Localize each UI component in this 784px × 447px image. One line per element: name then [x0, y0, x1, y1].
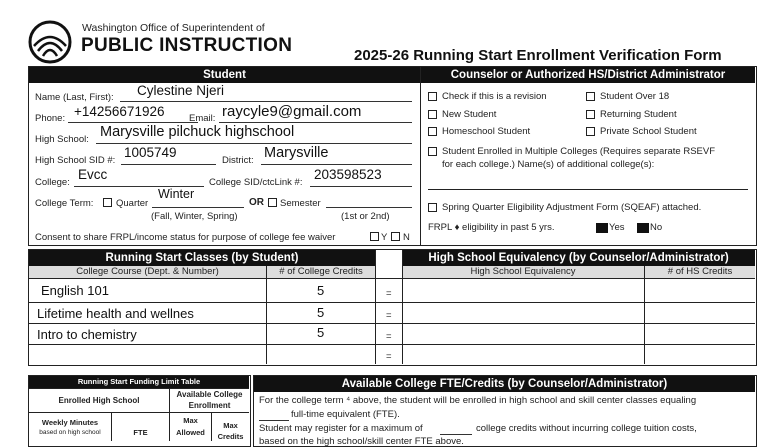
email-value: raycyle9@gmail.com [222, 103, 362, 120]
college-value: Evcc [78, 167, 108, 182]
frpl-yes-label: Yes [609, 222, 625, 233]
multi-college-checkbox[interactable] [428, 147, 437, 156]
org-name: PUBLIC INSTRUCTION [81, 35, 293, 56]
or-label: OR [249, 197, 264, 208]
credits-cell[interactable]: 5 [317, 283, 325, 298]
org-line: Washington Office of Superintendent of [82, 22, 265, 34]
fte-line-4: based on the high school/skill center FTE above. [259, 436, 464, 447]
sid-value: 1005749 [124, 145, 177, 160]
classes-section-header: Running Start Classes (by Student) [29, 250, 375, 266]
student-section-header: Student [29, 67, 420, 83]
course-cell[interactable]: Intro to chemistry [37, 327, 137, 342]
school-label: High School: [35, 134, 89, 145]
consent-label: Consent to share FRPL/income status for purpose of college fee waiver [35, 232, 336, 243]
max-allowed-header-2: Allowed [176, 428, 205, 437]
phone-label: Phone: [35, 113, 66, 124]
additional-college-line[interactable] [428, 189, 748, 190]
consent-yes-checkbox[interactable] [370, 232, 379, 241]
fte-header: FTE [133, 428, 148, 437]
name-label: Name (Last, First): [35, 92, 114, 103]
quarter-term-field[interactable] [152, 187, 244, 208]
fte-line-2: full-time equivalent (FTE). [291, 409, 400, 420]
ospi-logo [28, 20, 72, 64]
form-title: 2025-26 Running Start Enrollment Verification Form [354, 47, 722, 64]
max-allowed-header-1: Max [183, 416, 198, 425]
consent-no-label: N [403, 232, 410, 243]
max-credits-field[interactable] [440, 424, 472, 435]
col-credits-header: # of College Credits [267, 266, 375, 278]
homeschool-checkbox[interactable] [428, 127, 437, 136]
over18-label: Student Over 18 [600, 91, 670, 102]
private-school-label: Private School Student [600, 126, 697, 137]
fte-section-header: Available College FTE/Credits (by Counselor/Administrator) [254, 376, 755, 392]
term-label: College Term: [35, 198, 94, 209]
equals-sign: = [386, 288, 392, 299]
district-label: District: [222, 155, 254, 166]
email-label: Email: [189, 113, 216, 124]
name-field[interactable] [120, 84, 412, 102]
frpl-label: FRPL ♦ eligibility in past 5 yrs. [428, 222, 555, 233]
semester-hint: (1st or 2nd) [341, 211, 390, 222]
semester-field[interactable] [326, 190, 412, 208]
col-hs-credits-header: # of HS Credits [645, 266, 755, 278]
sid-field[interactable] [121, 147, 216, 165]
funding-table-title: Running Start Funding Limit Table [29, 376, 249, 388]
fte-line-3b: college credits without incurring college tuition costs, [476, 423, 697, 434]
district-value: Marysville [264, 145, 329, 161]
phone-value: +14256671926 [74, 104, 165, 119]
multi-college-label-1: Student Enrolled in Multiple Colleges (Requires separate RSEVF [442, 146, 715, 157]
fte-line-1: For the college term ⁴ above, the student will be enrolled in high school and skill center classes equaling [259, 395, 697, 406]
college-field[interactable] [74, 169, 204, 187]
weekly-minutes-header-1: Weekly Minutes [41, 418, 99, 427]
district-field[interactable] [261, 147, 412, 165]
col-equiv-header: High School Equivalency [402, 266, 644, 278]
quarter-checkbox[interactable] [103, 198, 112, 207]
new-student-label: New Student [442, 109, 497, 120]
term-hint: (Fall, Winter, Spring) [151, 211, 238, 222]
new-student-checkbox[interactable] [428, 110, 437, 119]
school-field[interactable] [96, 126, 412, 144]
avail-college-header-1: Available College [176, 390, 243, 399]
course-cell[interactable]: Lifetime health and wellnes [37, 306, 194, 321]
over18-checkbox[interactable] [586, 92, 595, 101]
fte-value-field[interactable] [259, 410, 289, 421]
credits-cell[interactable]: 5 [317, 325, 325, 340]
email-field[interactable] [219, 105, 412, 123]
sqeaf-label: Spring Quarter Eligibility Adjustment Form (SQEAF) attached. [442, 202, 702, 213]
fte-line-3a: Student may register for a maximum of [259, 423, 423, 434]
frpl-no-label: No [650, 222, 663, 233]
credits-cell[interactable]: 5 [317, 305, 325, 320]
equivalency-section-header: High School Equivalency (by Counselor/Administrator) [402, 250, 755, 266]
ctclink-value: 203598523 [314, 167, 382, 182]
frpl-yes-checkbox[interactable] [596, 223, 608, 233]
avail-college-header-2: Enrollment [188, 401, 231, 410]
semester-label: Semester [280, 198, 321, 209]
enrolled-hs-header: Enrolled High School [58, 396, 140, 405]
consent-no-checkbox[interactable] [391, 232, 400, 241]
sqeaf-checkbox[interactable] [428, 203, 437, 212]
equals-sign: = [386, 331, 392, 342]
returning-student-label: Returning Student [600, 109, 677, 120]
sid-label: High School SID #: [35, 155, 116, 166]
max-credits-header-2: Credits [217, 432, 244, 441]
quarter-label: Quarter [116, 198, 149, 209]
term-value: Winter [158, 187, 195, 201]
homeschool-label: Homeschool Student [442, 126, 531, 137]
equals-sign: = [386, 310, 392, 321]
col-course-header: College Course (Dept. & Number) [29, 266, 266, 278]
name-value: Cylestine Njeri [137, 83, 225, 98]
revision-checkbox[interactable] [428, 92, 437, 101]
consent-yes-label: Y [381, 232, 388, 243]
counselor-section-header: Counselor or Authorized HS/District Administrator [421, 67, 755, 83]
max-credits-header-1: Max [223, 421, 238, 430]
private-school-checkbox[interactable] [586, 127, 595, 136]
multi-college-label-2: for each college.) Name(s) of additional college(s): [442, 159, 655, 170]
ospi-logo-icon [28, 20, 72, 64]
school-value: Marysville pilchuck highschool [100, 124, 295, 140]
revision-label: Check if this is a revision [442, 91, 547, 102]
equals-sign: = [386, 351, 392, 362]
college-label: College: [35, 177, 70, 188]
weekly-minutes-header-2: based on high school [39, 429, 101, 436]
returning-student-checkbox[interactable] [586, 110, 595, 119]
frpl-no-checkbox[interactable] [637, 223, 649, 233]
ctclink-field[interactable] [310, 169, 412, 187]
course-cell[interactable]: English 101 [41, 283, 109, 298]
ctclink-label: College SID/ctcLink #: [209, 177, 303, 188]
semester-checkbox[interactable] [268, 198, 277, 207]
phone-field[interactable] [68, 105, 198, 123]
